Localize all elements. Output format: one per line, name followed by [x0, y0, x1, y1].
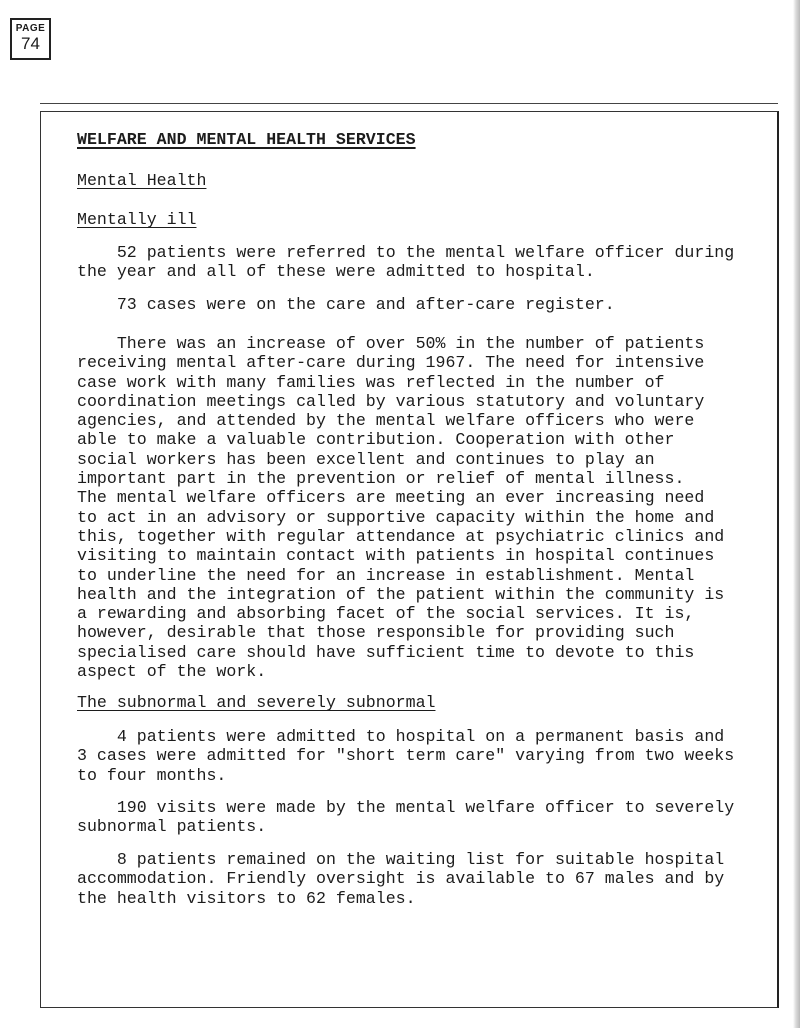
page-number-box: [10, 18, 51, 60]
scan-edge-shadow: [793, 0, 800, 1028]
section-heading-mental-health: Mental Health: [77, 171, 207, 190]
page-label: PAGE: [15, 23, 46, 34]
paragraph-admissions: 4 patients were admitted to hospital on a permanent basis and 3 cases were admitted for "short term care" varying from two weeks to four months.: [77, 727, 735, 785]
page-number: 74: [21, 34, 40, 53]
paragraph-referrals: 52 patients were referred to the mental welfare officer during the year and all of these were admitted to hospital.: [77, 243, 735, 282]
paragraph-visits: 190 visits were made by the mental welfare officer to severely subnormal patients.: [77, 798, 735, 837]
paragraph-register: 73 cases were on the care and after-care register.: [77, 295, 615, 314]
paragraph-after-care: There was an increase of over 50% in the number of patients receiving mental after-care during 1967. The need for intensive case work with many families was reflected in the number of coordination meetings called by various statutory and voluntary agencies, and attended by the mental welfare officers who were able to make a valuable contribution. Cooperation with other social workers has been excellent and continues to play an important part in the prevention or relief of mental illness. The mental welfare officers are meeting an ever increasing need to act in an advisory or supportive capacity within the home and this, together with regular attendance at psychiatric clinics and visiting to maintain contact with patients in hospital continues to underline the need for an increase in establishment. Mental health and the integration of the patient within the community is a rewarding and absorbing facet of the social services. It is, however, desirable that those responsible for providing such specialised care should have sufficient time to devote to this aspect of the work.: [77, 334, 725, 682]
page-title: WELFARE AND MENTAL HEALTH SERVICES: [77, 130, 416, 149]
top-divider: [40, 103, 778, 104]
subheading-mentally-ill: Mentally ill: [77, 210, 197, 229]
subheading-subnormal: The subnormal and severely subnormal: [77, 693, 436, 712]
paragraph-waiting-list: 8 patients remained on the waiting list for suitable hospital accommodation. Friendly oversight is available to 67 males and by the health visitors to 62 females.: [77, 850, 725, 908]
